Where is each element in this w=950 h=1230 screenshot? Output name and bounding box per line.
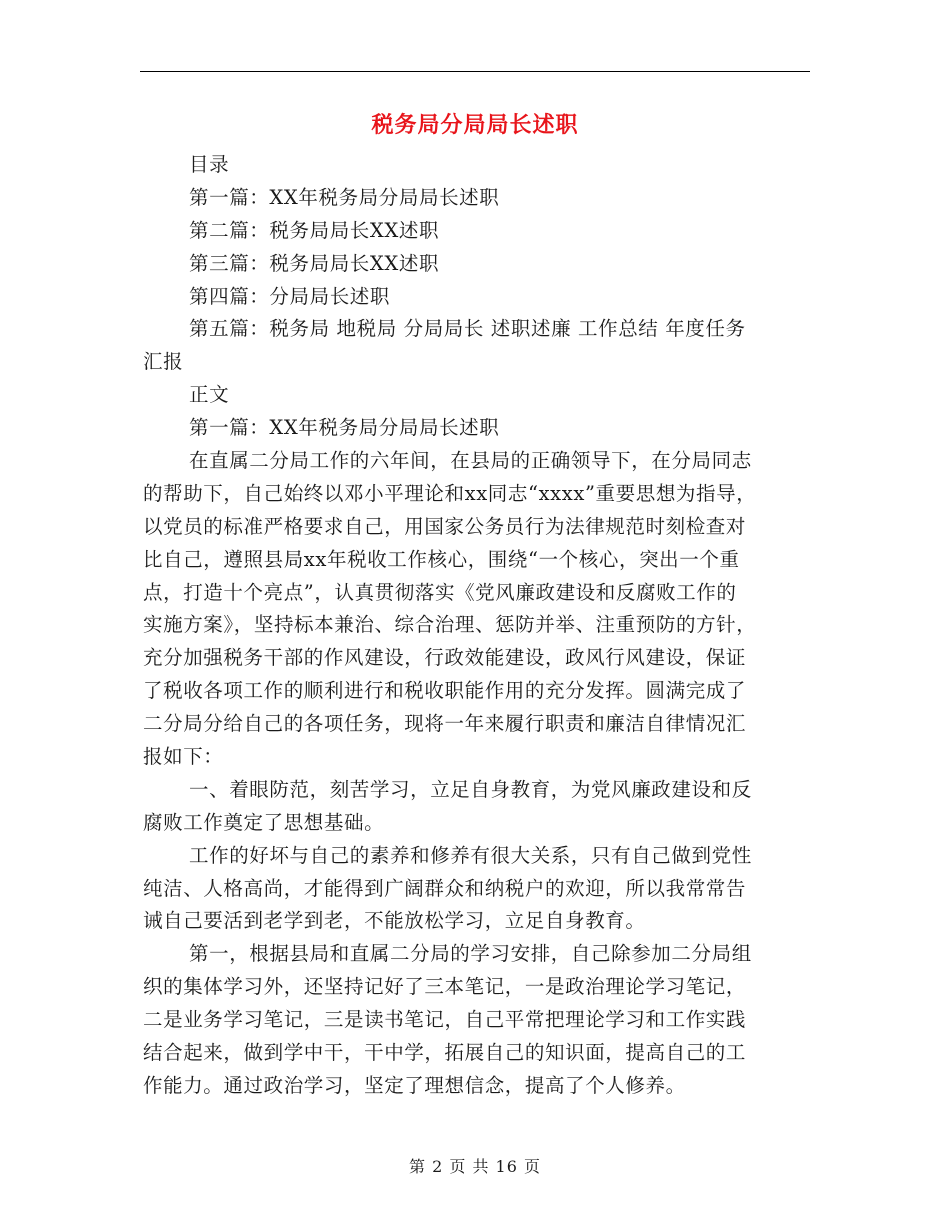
text-line: 在直属二分局工作的六年间，在县局的正确领导下，在分局同志	[189, 449, 752, 473]
text-line: 实施方案》，坚持标本兼治、综合治理、惩防并举、注重预防的方针，	[143, 613, 757, 637]
document-body	[143, 149, 810, 1103]
text-line: 腐败工作奠定了思想基础。	[143, 810, 385, 834]
page-footer	[0, 1154, 950, 1177]
document-title: 税务局分局局长述职	[371, 112, 579, 138]
text-line: 第一，根据县局和直属二分局的学习安排，自己除参加二分局组	[189, 942, 752, 966]
text-line: 作能力。通过政治学习，坚定了理想信念，提高了个人修养。	[143, 1073, 686, 1097]
text-line: 了税收各项工作的顺利进行和税收职能作用的充分发挥。圆满完成了	[143, 679, 747, 703]
text-line: 诫自己要活到老学到老，不能放松学习，立足自身教育。	[143, 909, 646, 933]
text-line: 第二篇：税务局局长XX述职	[189, 218, 440, 242]
text-line: 一、着眼防范，刻苦学习，立足自身教育，为党风廉政建设和反	[189, 777, 752, 801]
text-line: 正文	[189, 383, 230, 407]
text-line: 织的集体学习外，还坚持记好了三本笔记，一是政治理论学习笔记，	[143, 975, 747, 999]
text-line: 汇报	[143, 350, 184, 374]
page-number-label: 第 2 页 共 16 页	[409, 1157, 541, 1176]
text-line: 纯洁、人格高尚，才能得到广阔群众和纳税户的欢迎，所以我常常告	[143, 876, 747, 900]
text-line: 二是业务学习笔记，三是读书笔记，自己平常把理论学习和工作实践	[143, 1008, 747, 1032]
text-line: 第四篇：分局局长述职	[189, 284, 391, 308]
text-line: 第一篇：XX年税务局分局局长述职	[189, 185, 500, 209]
text-line: 工作的好坏与自己的素养和修养有很大关系，只有自己做到党性	[189, 843, 752, 867]
text-line: 点，打造十个亮点”，认真贯彻落实《党风廉政建设和反腐败工作的	[143, 580, 737, 604]
text-line: 以党员的标准严格要求自己，用国家公务员行为法律规范时刻检查对	[143, 514, 747, 538]
text-line: 比自己，遵照县局xx年税收工作核心，围绕“一个核心，突出一个重	[143, 547, 740, 571]
text-line: 第一篇：XX年税务局分局局长述职	[189, 416, 500, 440]
text-line: 第三篇：税务局局长XX述职	[189, 251, 440, 275]
header-rule	[140, 71, 810, 72]
text-line: 的帮助下，自己始终以邓小平理论和xx同志“xxxx”重要思想为指导，	[143, 481, 757, 505]
text-line: 报如下：	[143, 745, 224, 769]
text-line: 目录	[189, 153, 230, 176]
text-line: 二分局分给自己的各项任务，现将一年来履行职责和廉洁自律情况汇	[143, 712, 747, 736]
text-line: 充分加强税务干部的作风建设，行政效能建设，政风行风建设，保证	[143, 646, 747, 670]
text-line: 第五篇：税务局 地税局 分局局长 述职述廉 工作总结 年度任务	[189, 317, 746, 341]
text-line: 结合起来，做到学中干，干中学，拓展自己的知识面，提高自己的工	[143, 1041, 747, 1065]
